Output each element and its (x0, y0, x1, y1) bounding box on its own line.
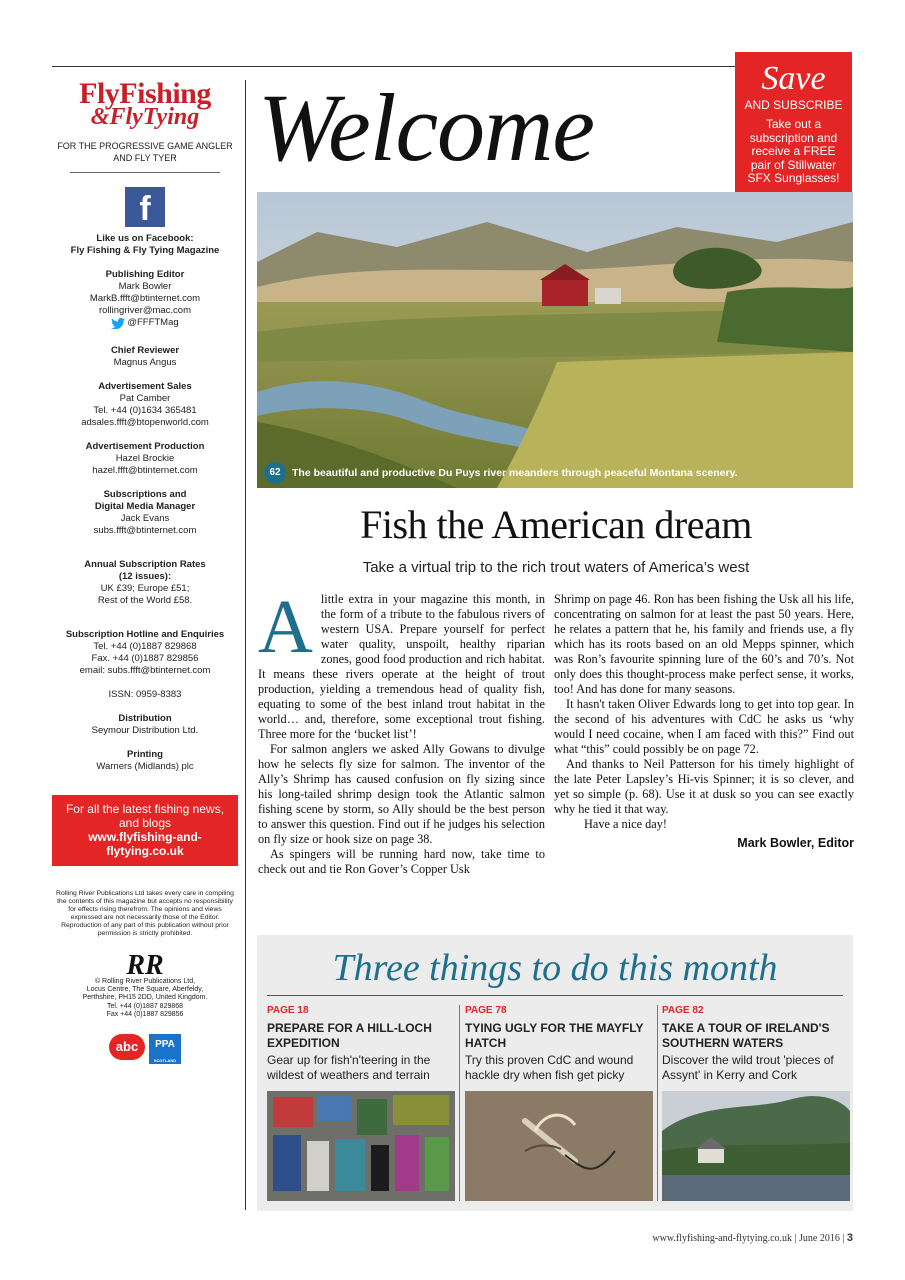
feature-desc: Gear up for fish'n'teering in the wildest of weathers and terrain (267, 1053, 431, 1082)
paragraph: For salmon anglers we asked Ally Gowans to divulge how he selects fly size for salmon. The inventor of the Ally’s Shrimp has caused confusion on fly sizing since his long-tailed shrimp design took the Atlantic salmon fishing scene by storm, so Ally should be the best person to answer this question. Find out if he judges his selection on fly size or hook size on page 38. (258, 742, 545, 846)
promo-text: For all the latest fishing news, and blogs (65, 801, 225, 830)
feature-item[interactable] (267, 1005, 455, 1201)
adprod-email[interactable]: hazel.ffft@btinternet.com (92, 464, 198, 476)
article-headline: Fish the American dream (360, 502, 752, 547)
twitter-icon (111, 318, 125, 329)
ppa-badge (149, 1034, 181, 1064)
adprod-heading: Advertisement Production (85, 440, 205, 452)
paragraph: As spingers will be running hard now, take time to check out and tie Ron Gover’s Copper Usk (258, 847, 545, 876)
adsales-name: Pat Camber (119, 392, 171, 404)
website-promo[interactable] (52, 795, 238, 866)
photo-caption (264, 462, 738, 484)
publisher-logo: RR (126, 949, 164, 981)
publishing-name: Mark Bowler (118, 281, 172, 292)
hotline-block (52, 629, 238, 677)
ireland-photo (662, 1091, 850, 1201)
feature-title: PREPARE FOR A HILL-LOCH EXPEDITION (267, 1021, 432, 1050)
magazine-logo-sub: &FlyTying (90, 104, 200, 130)
welcome-title: Welcome (258, 74, 594, 181)
rates-heading-2: (12 issues): (118, 570, 172, 582)
rates-line: UK £39; Europe £51; (100, 582, 190, 594)
address-line: Fax +44 (0)1887 829856 (106, 1011, 184, 1019)
adprod-block (52, 441, 238, 477)
three-things-panel (257, 935, 853, 1211)
footer-url[interactable]: www.flyfishing-and-flytying.co.uk | June 2016 | (652, 1233, 845, 1244)
feature-item[interactable] (662, 1005, 850, 1201)
three-things-title: Three things to do this month (332, 947, 778, 989)
save-title: Save (761, 60, 826, 97)
feature-page: PAGE 18 (267, 1005, 309, 1016)
subs-name: Jack Evans (120, 512, 170, 524)
printing-name: Warners (Midlands) plc (96, 760, 194, 772)
facebook-link[interactable]: Fly Fishing & Fly Tying Magazine (70, 245, 220, 256)
drop-cap: A (258, 585, 313, 669)
magazine-logo[interactable]: FlyFishing (79, 77, 211, 110)
tagline: FOR THE PROGRESSIVE GAME ANGLER AND FLY TYER (57, 141, 233, 163)
address-line: Tel. +44 (0)1887 829868 (106, 1002, 184, 1010)
printing-heading: Printing (127, 748, 163, 760)
reviewer-name: Magnus Angus (113, 356, 177, 368)
publishing-email-alt[interactable]: rollingriver@mac.com (99, 305, 191, 316)
ppa-sub: SCOTLAND (153, 1057, 177, 1063)
twitter-link[interactable] (111, 317, 178, 329)
three-things-rule (267, 995, 843, 996)
reviewer-block (52, 345, 238, 369)
save-subtitle: AND SUBSCRIBE (744, 98, 843, 112)
adsales-tel: Tel. +44 (0)1634 365481 (93, 404, 197, 416)
ppa-label: PPA (155, 1038, 175, 1050)
adsales-block (52, 381, 238, 429)
publisher-address (52, 978, 238, 1020)
rates-line-2: Rest of the World £58. (97, 594, 193, 606)
article-column-left (258, 585, 545, 877)
page-number: 3 (846, 1232, 853, 1244)
reviewer-heading: Chief Reviewer (110, 344, 180, 356)
feature-title: TAKE A TOUR OF IRELAND'S SOUTHERN WATERS (662, 1021, 830, 1050)
subs-email[interactable]: subs.ffft@btinternet.com (93, 524, 197, 536)
feature-desc: Try this proven CdC and wound hackle dry when fish get picky (465, 1053, 634, 1082)
paragraph: It hasn't taken Oliver Edwards long to get into top gear. In the second of his adventures with CdC he asks us ‘why would I need cocaine, when I am faced with this?” Find out what “this” could possibly be on page 72. (554, 697, 854, 756)
distribution-heading: Distribution (118, 712, 172, 724)
distribution-name: Seymour Distribution Ltd. (91, 724, 199, 736)
page-footer (600, 1232, 853, 1244)
badges (52, 1034, 238, 1064)
subs-block (52, 489, 238, 537)
address-line: © Rolling River Publications Ltd, (94, 977, 196, 985)
abc-badge: abc (109, 1034, 145, 1060)
adsales-email[interactable]: adsales.ffft@btopenworld.com (81, 416, 209, 428)
subs-heading-2: Digital Media Manager (94, 500, 196, 512)
feature-desc: Discover the wild trout 'pieces of Assynt' in Kerry and Cork (662, 1053, 834, 1082)
caption-text: The beautiful and productive Du Puys river meanders through peaceful Montana scenery. (292, 467, 738, 479)
mayfly-image (465, 1091, 653, 1201)
paragraph: little extra in your magazine this month, in the form of a tribute to the fabulous rivers of western USA. Prepare yourself for perfect water quality, unspoilt, healthy riparian zones, good food production and rich habitat. It means these rivers operate at the height of trout production, yielding a tremendous head of quality fish, equating to some of the best inland trout habitat in the world… and, therefore, some exceptional trout fishing. Three more for the ‘bucket list’! (258, 592, 545, 741)
article-standfirst: Take a virtual trip to the rich trout waters of America’s west (362, 559, 750, 576)
promo-url[interactable]: www.flyfishing-and-flytying.co.uk (88, 829, 202, 858)
editor-signature: Mark Bowler, Editor (737, 836, 854, 850)
feature-title: TYING UGLY FOR THE MAYFLY HATCH (465, 1021, 644, 1050)
hotline-heading: Subscription Hotline and Enquiries (65, 628, 225, 640)
hotline-tel: Tel. +44 (0)1887 829868 (93, 640, 197, 652)
article-column-right (554, 592, 854, 851)
paragraph: Have a nice day! (584, 817, 667, 831)
ireland-image (662, 1091, 850, 1201)
publishing-email[interactable]: MarkB.ffft@btinternet.com (89, 293, 201, 304)
address-line: Locus Centre, The Square, Aberfeldy, (86, 985, 204, 993)
montana-photo (257, 192, 853, 488)
publishing-block (52, 269, 238, 333)
issn: ISSN: 0959-8383 (108, 688, 182, 700)
adsales-heading: Advertisement Sales (98, 380, 192, 392)
facebook-icon[interactable]: f (125, 187, 165, 227)
paragraph: Shrimp on page 46. Ron has been fishing the Usk all his life, concentrating on salmon for at least the past 50 years. Here, he relates a pattern that he, his family and friends use, a fly which has its roots based on an old Mepps spinner, which was Ron’s favourite spinning lure of the 60’s and 70’s. Not only does this thought-process make perfect sense, it works, too! And has done for many seasons. (554, 592, 854, 696)
feature-page: PAGE 82 (662, 1005, 704, 1016)
paragraph: And thanks to Neil Patterson for his timely highlight of the late Peter Lapsley’s Hi-vis Spinner; it is so clever, and yet so simple (p. 68). Use it at dusk so you can see exactly why he tied it that way. (554, 757, 854, 816)
column-rule (245, 80, 246, 1210)
address-line: Perthshire, PH15 2DD, United Kingdom. (82, 994, 208, 1002)
mayfly-photo (465, 1091, 653, 1201)
adprod-name: Hazel Brockie (115, 452, 175, 464)
hotline-email[interactable]: email: subs.ffft@btinternet.com (79, 664, 211, 676)
item-divider (459, 1005, 460, 1201)
gear-photo (267, 1091, 455, 1201)
save-text: Take out a subscription and receive a FREE pair of Stillwater SFX Sunglasses! (747, 117, 840, 185)
gear-image (267, 1091, 455, 1201)
divider (70, 172, 220, 173)
facebook-heading: Like us on Facebook: (96, 233, 194, 244)
twitter-handle: @FFFTMag (127, 317, 179, 328)
publishing-heading: Publishing Editor (105, 269, 185, 280)
page-number-badge[interactable]: 62 (264, 462, 286, 484)
landscape-image (257, 192, 853, 488)
printing-block (52, 749, 238, 773)
hotline-fax: Fax. +44 (0)1887 829856 (91, 652, 199, 664)
feature-item[interactable] (465, 1005, 653, 1201)
rates-block (52, 559, 238, 607)
feature-page: PAGE 78 (465, 1005, 507, 1016)
subs-heading: Subscriptions and (103, 488, 187, 500)
distribution-block (52, 713, 238, 737)
rates-heading: Annual Subscription Rates (84, 558, 206, 570)
item-divider (657, 1005, 658, 1201)
sidebar (52, 77, 238, 1064)
disclaimer: Rolling River Publications Ltd takes every care in compiling the contents of this magazine but accepts no responsibility for effects rising therefrom. The opinions and views expressed are not necessarily those of the Editor. Reproduction of any part of this publication without prior permission is strictly prohibited. (56, 889, 234, 937)
top-rule (52, 66, 852, 67)
